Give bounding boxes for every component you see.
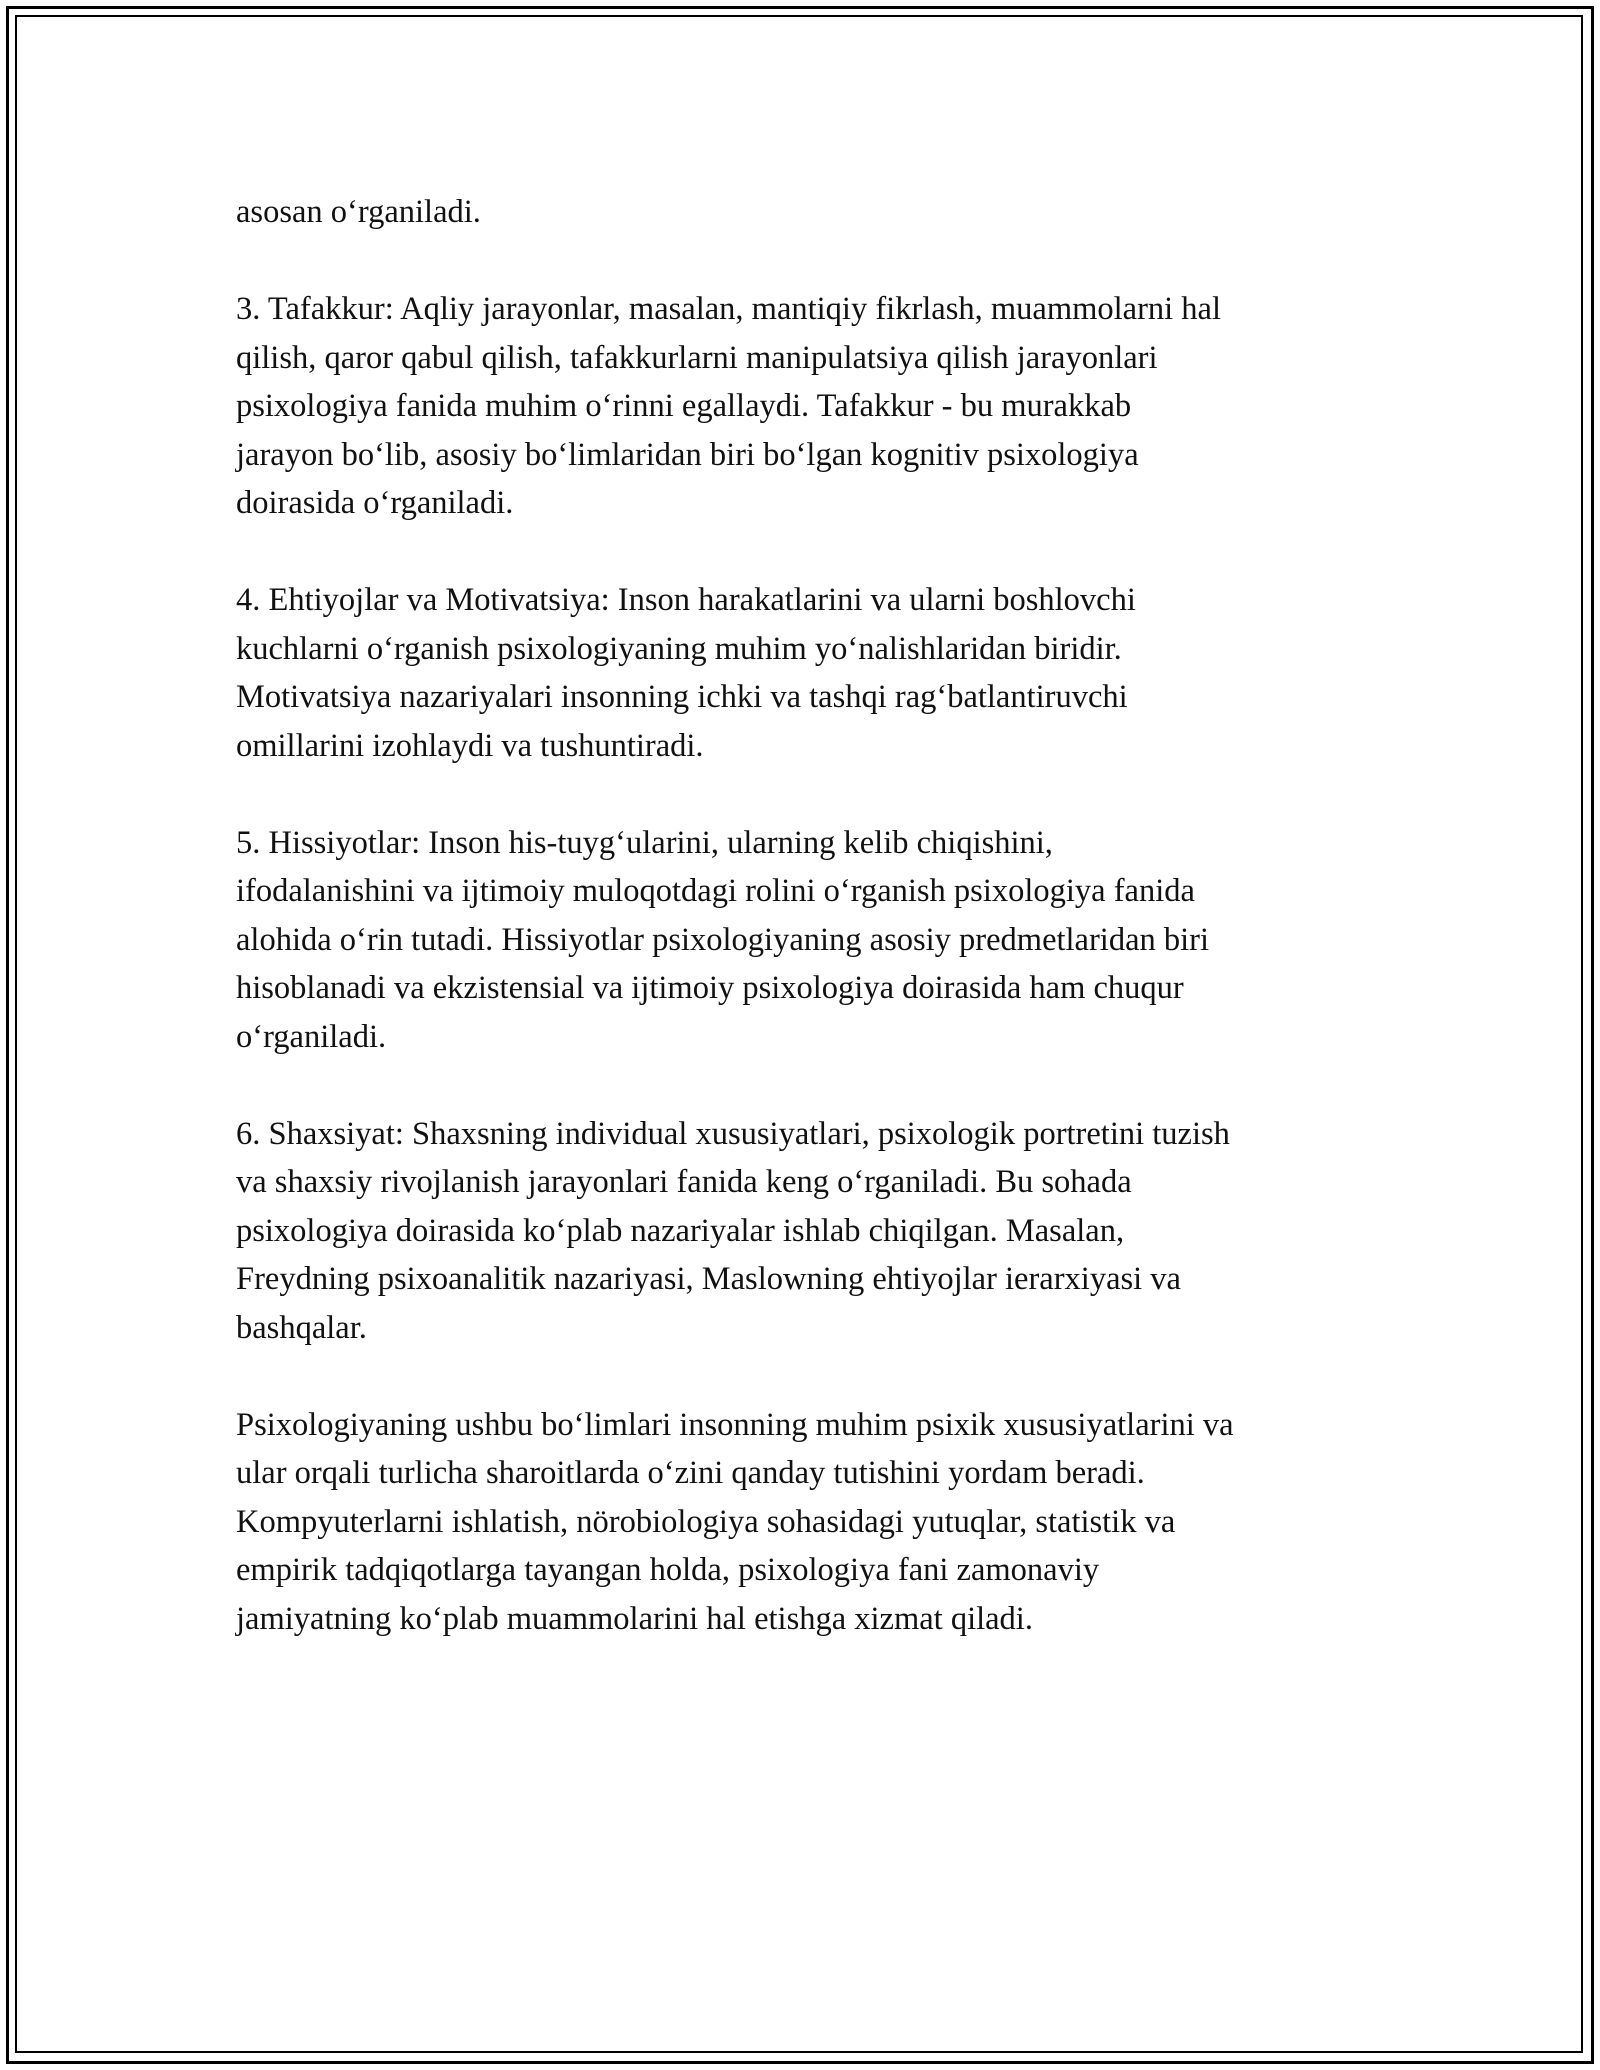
paragraph-motivatsiya: 4. Ehtiyojlar va Motivatsiya: Inson harakatlarini va ularni boshlovchi kuchlarni o‘rganish psixologiyaning muhim yo‘nalishlaridan biridir. Motivatsiya nazariyalari insonning ichki va tashqi rag‘batlantiruvchi omillarini izohlaydi va tushuntiradi. <box>236 582 1136 764</box>
paragraph-hissiyotlar: 5. Hissiyotlar: Inson his-tuyg‘ularini, ularning kelib chiqishini, ifodalanishini va ijtimoiy muloqotdagi rolini o‘rganish psixologiya fanida alohida o‘rin tutadi. Hissiyotlar psixologiyaning asosiy predmetlaridan biri hisoblanadi va ekzistensial va ijtimoiy psixologiya doirasida ham chuqur o‘rganiladi. <box>236 824 1210 1055</box>
paragraph-continuation: asosan o‘rganiladi. <box>236 194 481 230</box>
paragraph-conclusion: Psixologiyaning ushbu bo‘limlari insonning muhim psixik xususiyatlarini va ular orqali turlicha sharoitlarda o‘zini qanday tutishini yordam beradi. Kompyuterlarni ishlatish, nörobiologiya sohasidagi yutuqlar, statistik va empirik tadqiqotlarga tayangan holda, psixologiya fani zamonaviy jamiyatning ko‘plab muammolarini hal etishga xizmat qiladi. <box>236 1406 1234 1637</box>
paragraph-shaxsiyat: 6. Shaxsiyat: Shaxsning individual xususiyatlari, psixologik portretini tuzish va shaxsiy rivojlanish jarayonlari fanida keng o‘rganiladi. Bu sohada psixologiya doirasida ko‘plab nazariyalar ishlab chiqilgan. Masalan, Freydning psixoanalitik nazariyasi, Maslowning ehtiyojlar ierarxiyasi va bashqalar. <box>236 1115 1230 1346</box>
document-body <box>236 188 1376 1692</box>
paragraph-tafakkur: 3. Tafakkur: Aqliy jarayonlar, masalan, mantiqiy fikrlash, muammolarni hal qilish, qaror qabul qilish, tafakkurlarni manipulatsiya qilish jarayonlari psixologiya fanida muhim o‘rinni egallaydi. Tafakkur - bu murakkab jarayon bo‘lib, asosiy bo‘limlaridan biri bo‘lgan kognitiv psixologiya doirasida o‘rganiladi. <box>236 291 1222 521</box>
